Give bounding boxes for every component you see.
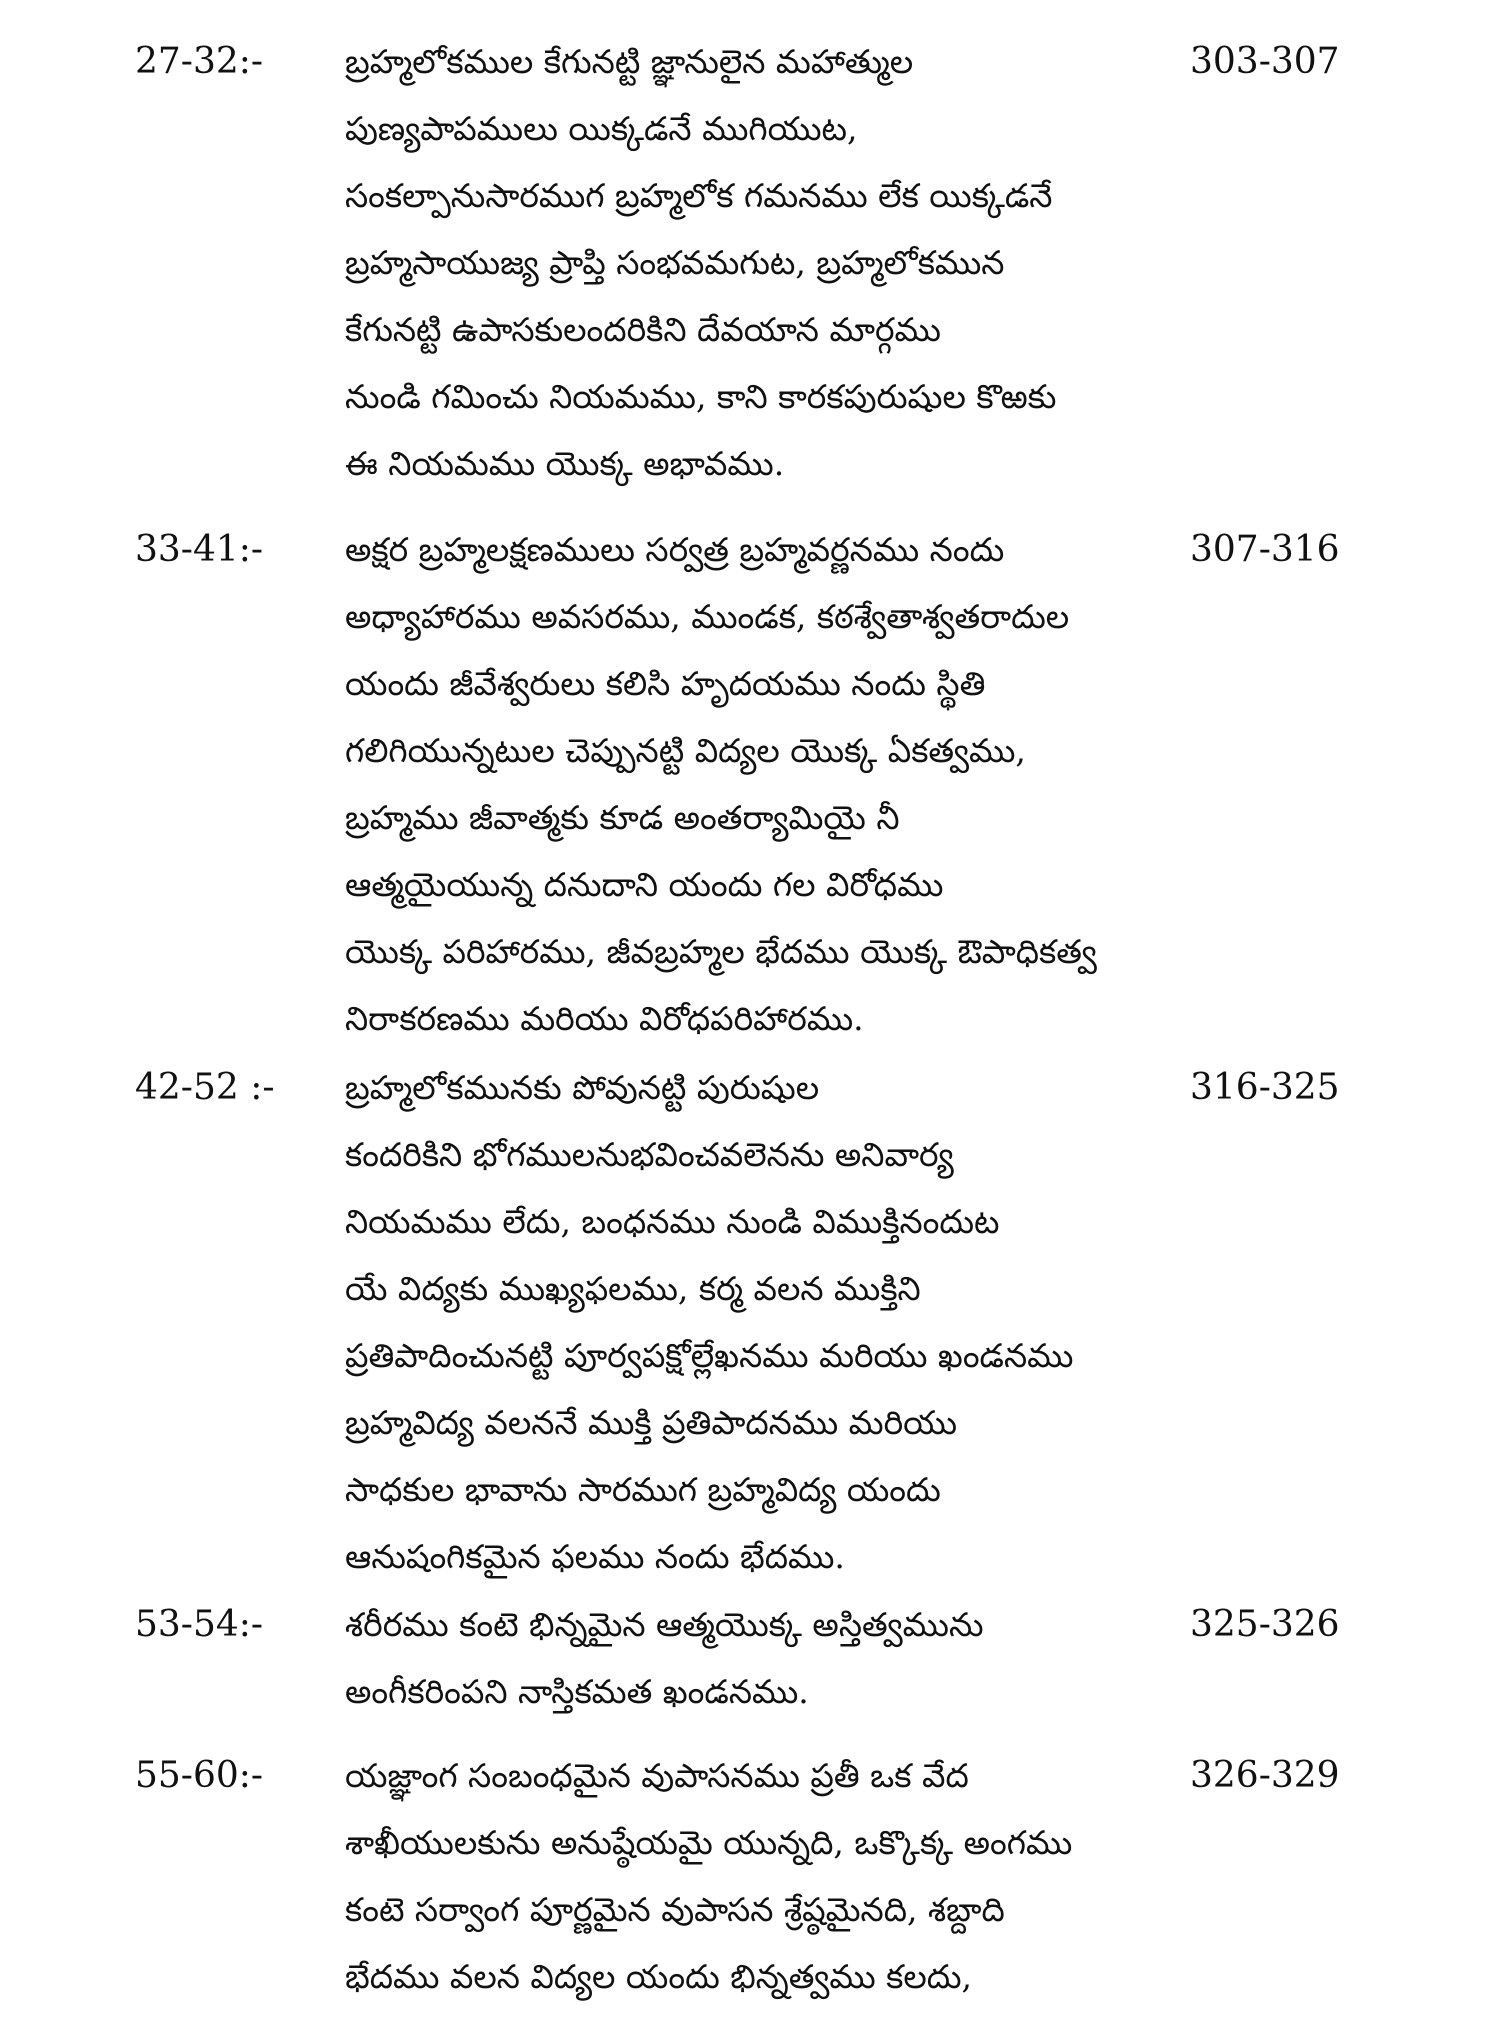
description-line: నియమము లేదు, బంధనము నుండి విముక్తినందుట xyxy=(345,1202,1000,1241)
description-line: కంటె సర్వాంగ పూర్ణమైన వుపాసన శ్రేష్ఠమైనది, శబ్దాది xyxy=(345,1890,1005,1929)
description-line: నుండి గమించు నియమము, కాని కారకపురుషుల కొఱకు xyxy=(345,377,1057,416)
entry-description xyxy=(345,1068,1205,1604)
verse-range: 27-32:- xyxy=(135,41,264,82)
description-line: శరీరము కంటె భిన్నమైన ఆత్మయొక్క అస్తిత్వమును xyxy=(345,1605,984,1644)
description-line: బ్రహ్మలోకమునకు పోవునట్టి పురుషుల xyxy=(345,1068,820,1107)
page-range: 316-325 xyxy=(1190,1067,1340,1108)
description-line: సంకల్పానుసారముగ బ్రహ్మలోక గమనము లేక యిక్కడనే xyxy=(345,176,1053,215)
description-line: పుణ్యపాపములు యిక్కడనే ముగియుట, xyxy=(345,109,858,148)
description-line: ప్రతిపాదించునట్టి పూర్వపక్షోల్లేఖనము మరియు ఖండనము xyxy=(345,1336,1074,1375)
description-line: నిరాకరణము మరియు విరోధపరిహారము. xyxy=(345,999,864,1038)
description-line: శాఖీయులకును అనుష్ఠేయమై యున్నది, ఒక్కొక్క అంగము xyxy=(345,1823,1073,1862)
description-line: బ్రహ్మసాయుజ్య ప్రాప్తి సంభవమగుట, బ్రహ్మలోకమున xyxy=(345,243,1005,282)
verse-range: 33-41:- xyxy=(135,529,264,570)
description-line: బ్రహ్మలోకముల కేగునట్టి జ్ఞానులైన మహాత్ముల xyxy=(345,42,914,81)
description-line: బ్రహ్మము జీవాత్మకు కూడ అంతర్యామియై నీ xyxy=(345,798,900,837)
entry-description xyxy=(345,1756,1205,2024)
description-line: కందరికిని భోగములనుభవించవలెనను అనివార్య xyxy=(345,1135,954,1174)
description-line: కేగునట్టి ఉపాసకులందరికిని దేవయాన మార్గము xyxy=(345,310,941,349)
description-line: యొక్క పరిహారము, జీవబ్రహ్మల భేదము యొక్క ఔపాధికత్వ xyxy=(345,932,1097,971)
description-line: అంగీకరింపని నాస్తికమత ఖండనము. xyxy=(345,1672,809,1711)
page-range: 326-329 xyxy=(1190,1755,1340,1796)
description-line: అక్షర బ్రహ్మలక్షణములు సర్వత్ర బ్రహ్మవర్ణనము నందు xyxy=(345,530,1005,569)
page-range: 307-316 xyxy=(1190,529,1340,570)
entry-description xyxy=(345,1605,1205,1739)
description-line: సాధకుల భావాను సారముగ బ్రహ్మవిద్య యందు xyxy=(345,1470,941,1509)
description-line: ఈ నియమము యొక్క అభావము. xyxy=(345,444,785,483)
verse-range: 55-60:- xyxy=(135,1755,264,1796)
description-line: అధ్యాహారము అవసరము, ముండక, కఠశ్వేతాశ్వతరాదుల xyxy=(345,597,1070,636)
entry-description xyxy=(345,42,1205,511)
description-line: గలిగియున్నటుల చెప్పునట్టి విద్యల యొక్క ఏకత్వము, xyxy=(345,731,1026,770)
description-line: ఆత్మయైయున్న దనుదాని యందు గల విరోధము xyxy=(345,865,944,904)
entry-description xyxy=(345,530,1205,1066)
description-line: బ్రహ్మవిద్య వలననే ముక్తి ప్రతిపాదనము మరియు xyxy=(345,1403,958,1442)
verse-range: 53-54:- xyxy=(135,1604,264,1645)
page-range: 303-307 xyxy=(1190,41,1340,82)
description-line: యజ్ఞాంగ సంబంధమైన వుపాసనము ప్రతీ ఒక వేద xyxy=(345,1756,969,1795)
page-range: 325-326 xyxy=(1190,1604,1340,1645)
verse-range: 42-52 :- xyxy=(135,1067,275,1108)
description-line: యే విద్యకు ముఖ్యఫలము, కర్మ వలన ముక్తిని xyxy=(345,1269,921,1308)
description-line: యందు జీవేశ్వరులు కలిసి హృదయము నందు స్థితి xyxy=(345,664,986,703)
description-line: ఆనుషంగికమైన ఫలము నందు భేదము. xyxy=(345,1537,845,1576)
description-line: భేదము వలన విద్యల యందు భిన్నత్వము కలదు, xyxy=(345,1957,972,1996)
